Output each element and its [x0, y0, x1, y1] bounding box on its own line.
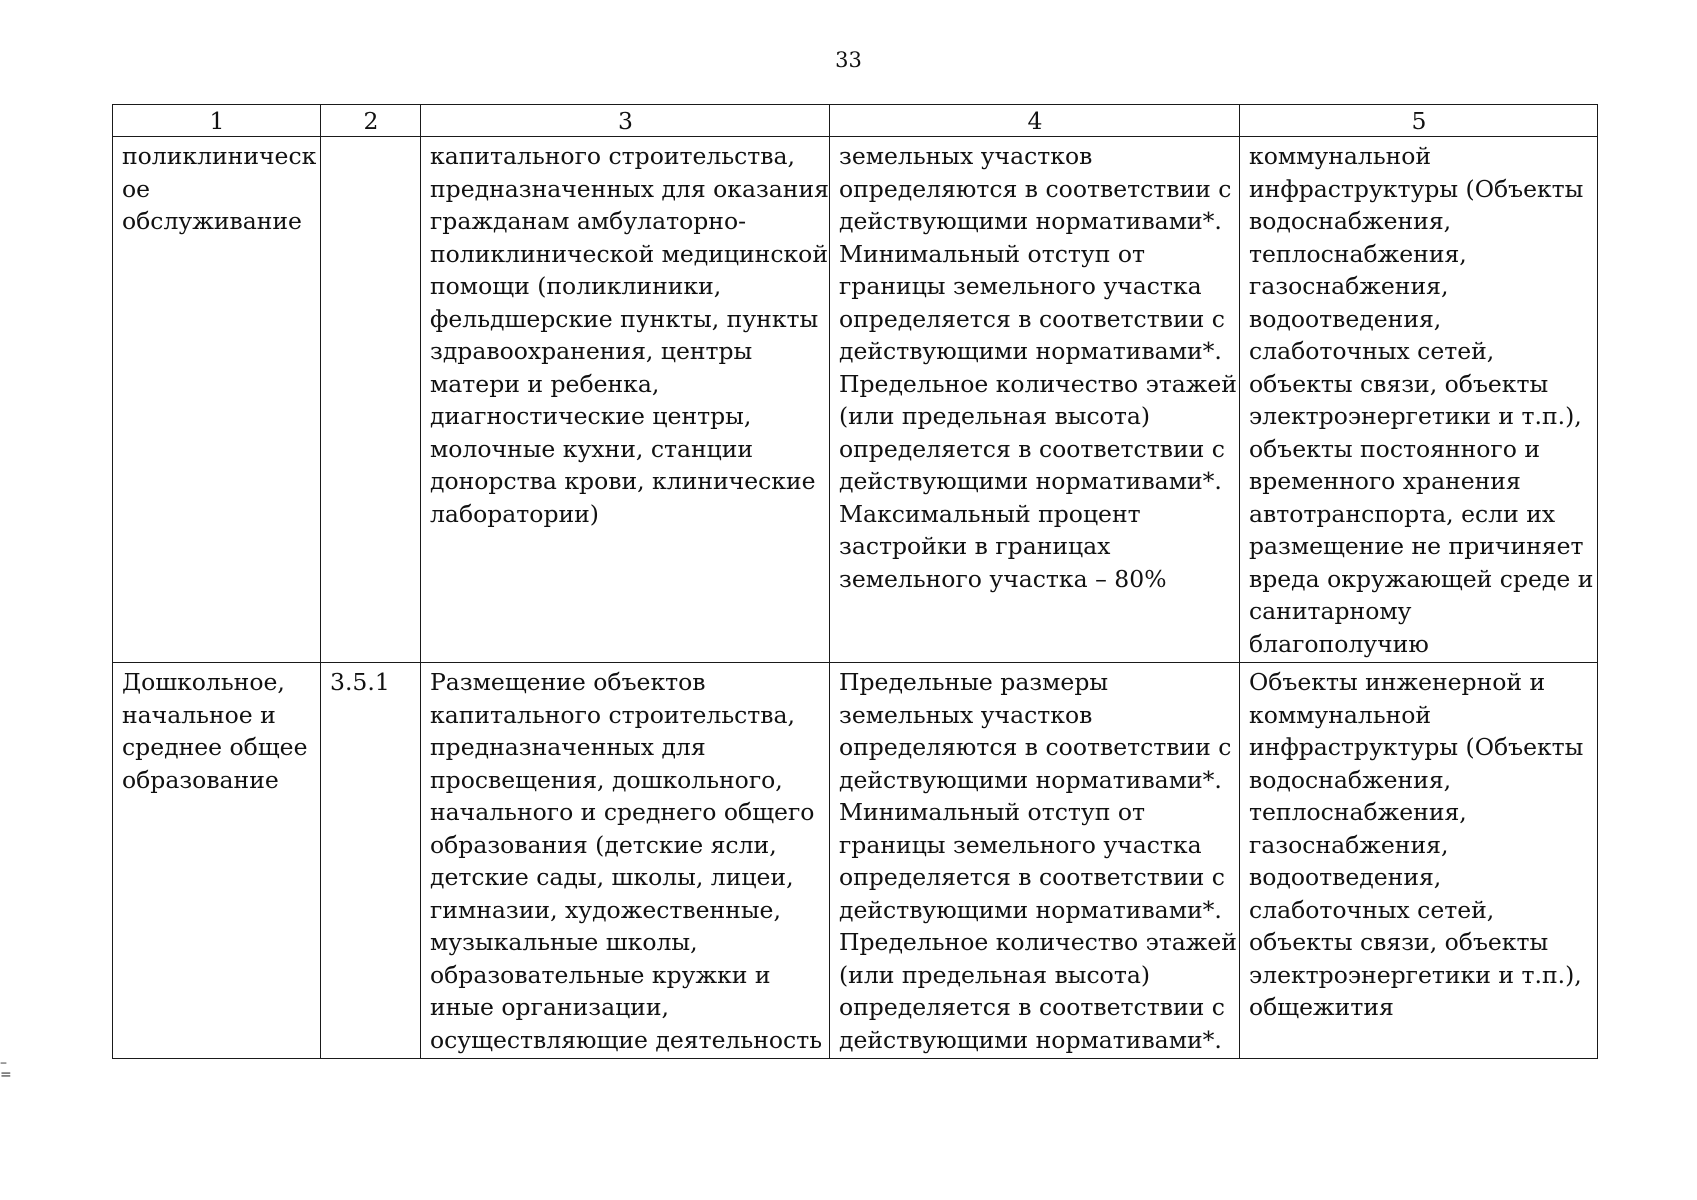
text-line: начального и среднего общего: [430, 798, 815, 826]
text-line: инфраструктуры (Объекты: [1249, 174, 1584, 203]
header-col-1: 1: [113, 105, 321, 137]
text-line: среднее общее: [122, 733, 308, 761]
text-line: определяются в соответствии с: [839, 733, 1232, 761]
text-line: гражданам амбулаторно-: [430, 207, 747, 235]
text-line: инфраструктуры (Объекты: [1249, 733, 1584, 761]
cell-code: [321, 137, 421, 663]
text-line: объекты постоянного и: [1249, 434, 1541, 463]
text-line: теплоснабжения,: [1249, 798, 1467, 826]
text-line: вреда окружающей среде и: [1249, 564, 1594, 593]
header-col-5: 5: [1240, 105, 1598, 137]
text-line: водоотведения,: [1249, 304, 1442, 333]
text-line: начальное и: [122, 700, 276, 729]
text-line: земельных участков: [839, 700, 1093, 729]
text-line: Предельные размеры: [839, 668, 1109, 696]
text-line: Минимальный отступ от: [839, 798, 1145, 826]
text-line: гимназии, художественные,: [430, 895, 781, 924]
text-line: фельдшерские пункты, пункты: [430, 304, 819, 333]
table-body: [113, 137, 1598, 1059]
land-use-table: [112, 104, 1598, 1059]
cell-parameters: [830, 663, 1240, 1059]
text-line: определяется в соответствии с: [839, 863, 1225, 891]
text-line: (или предельная высота): [839, 402, 1150, 430]
text-line: здравоохранения, центры: [430, 337, 753, 365]
cell-use-type: [113, 663, 321, 1059]
scan-margin-mark: – =: [0, 1055, 12, 1083]
text-line: Размещение объектов: [430, 668, 706, 696]
text-line: коммунальной: [1249, 700, 1432, 729]
text-line: предназначенных для: [430, 733, 706, 761]
text-line: размещение не причиняет: [1249, 532, 1584, 560]
text-line: электроэнергетики и т.п.),: [1249, 960, 1582, 989]
text-line: автотранспорта, если их: [1249, 499, 1556, 528]
text-line: коммунальной: [1249, 142, 1432, 170]
cell-parameters: [830, 137, 1240, 663]
text-line: детские сады, школы, лицеи,: [430, 863, 794, 891]
text-line: предназначенных для оказания: [430, 174, 829, 203]
text-line: образовательные кружки и: [430, 960, 771, 989]
text-line: действующими нормативами*.: [839, 765, 1222, 794]
text-line: действующими нормативами*.: [839, 337, 1222, 365]
text-line: определяется в соответствии с: [839, 993, 1225, 1021]
text-line: определяются в соответствии с: [839, 174, 1232, 203]
text-line: Максимальный процент: [839, 499, 1141, 528]
text-line: образование: [122, 765, 279, 794]
text-line: поликлиническ: [122, 142, 317, 170]
text-line: водоснабжения,: [1249, 207, 1452, 235]
text-line: электроэнергетики и т.п.),: [1249, 402, 1582, 430]
page-number: 33: [835, 48, 862, 72]
header-col-4: 4: [830, 105, 1240, 137]
text-line: Предельное количество этажей: [839, 369, 1237, 398]
header-col-3: 3: [421, 105, 830, 137]
text-line: земельного участка – 80%: [839, 564, 1167, 593]
header-col-2: 2: [321, 105, 421, 137]
cell-description: [421, 663, 830, 1059]
text-line: лаборатории): [430, 499, 599, 528]
text-line: газоснабжения,: [1249, 272, 1449, 300]
cell-description: [421, 137, 830, 663]
text-line: музыкальные школы,: [430, 928, 698, 956]
text-line: застройки в границах: [839, 532, 1111, 560]
text-line: Объекты инженерной и: [1249, 668, 1546, 696]
text-line: капитального строительства,: [430, 700, 796, 729]
table-row: [113, 137, 1598, 663]
text-line: границы земельного участка: [839, 272, 1202, 300]
text-line: Дошкольное,: [122, 668, 285, 696]
text-line: действующими нормативами*.: [839, 207, 1222, 235]
text-line: определяется в соответствии с: [839, 434, 1225, 463]
table-header-row: [113, 105, 1598, 137]
text-line: действующими нормативами*.: [839, 1025, 1222, 1054]
text-line: границы земельного участка: [839, 830, 1202, 859]
text-line: санитарному: [1249, 597, 1412, 625]
text-line: общежития: [1249, 993, 1394, 1021]
text-line: помощи (поликлиники,: [430, 272, 722, 300]
cell-auxiliary-uses: [1240, 137, 1598, 663]
text-line: объекты связи, объекты: [1249, 928, 1549, 956]
text-line: теплоснабжения,: [1249, 239, 1467, 268]
text-line: земельных участков: [839, 142, 1093, 170]
text-line: действующими нормативами*.: [839, 467, 1222, 495]
text-line: иные организации,: [430, 993, 669, 1021]
text-line: обслуживание: [122, 207, 302, 235]
text-line: капитального строительства,: [430, 142, 796, 170]
text-line: определяется в соответствии с: [839, 304, 1225, 333]
text-line: матери и ребенка,: [430, 369, 660, 398]
text-line: благополучию: [1249, 629, 1429, 658]
text-line: Минимальный отступ от: [839, 239, 1145, 268]
cell-auxiliary-uses: [1240, 663, 1598, 1059]
text-line: газоснабжения,: [1249, 830, 1449, 859]
text-line: осуществляющие деятельность: [430, 1025, 822, 1054]
text-line: ое: [122, 174, 151, 203]
text-line: 3.5.1: [330, 668, 390, 696]
text-line: слаботочных сетей,: [1249, 895, 1495, 924]
text-line: диагностические центры,: [430, 402, 752, 430]
cell-use-type: [113, 137, 321, 663]
text-line: водоснабжения,: [1249, 765, 1452, 794]
text-line: водоотведения,: [1249, 863, 1442, 891]
text-line: действующими нормативами*.: [839, 895, 1222, 924]
text-line: молочные кухни, станции: [430, 434, 754, 463]
text-line: донорства крови, клинические: [430, 467, 816, 495]
text-line: слаботочных сетей,: [1249, 337, 1495, 365]
text-line: просвещения, дошкольного,: [430, 765, 783, 794]
text-line: поликлинической медицинской: [430, 239, 828, 268]
text-line: образования (детские ясли,: [430, 830, 777, 859]
table-row: [113, 663, 1598, 1059]
text-line: (или предельная высота): [839, 960, 1150, 989]
text-line: объекты связи, объекты: [1249, 369, 1549, 398]
cell-code: [321, 663, 421, 1059]
text-line: временного хранения: [1249, 467, 1521, 495]
text-line: Предельное количество этажей: [839, 928, 1237, 956]
